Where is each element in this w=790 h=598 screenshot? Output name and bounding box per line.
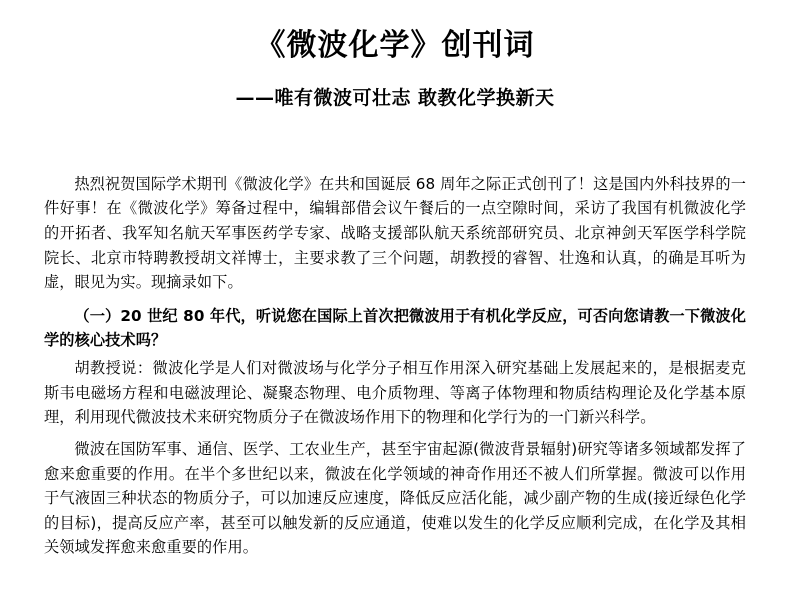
- para-answer-1a: 胡教授说：微波化学是人们对微波场与化学分子相互作用深入研究基础上发展起来的，是根据麦克斯韦电磁场方程和电磁波理论、凝聚态物理、电介质物理、等离子体物理和物质结构理论及化学基本原理，利用现代微波技术来研究物质分子在微波场作用下的物理和化学行为的一门新兴科学。: [44, 359, 746, 427]
- para-intro: 热烈祝贺国际学术期刊《微波化学》在共和国诞辰 68 周年之际正式创刊了！这是国内外科技界的一件好事！在《微波化学》筹备过程中，编辑部借会议午餐后的一点空隙时间，采访了我国有机微波化学的开拓者、我军知名航天军事医药学专家、战略支援部队航天系统部研究员、北京神剑天军医学科学院院长、北京市特聘教授胡文祥博士，主要求教了三个问题，胡教授的睿智、壮逸和认真，的确是耳听为虚，眼见为实。现摘录如下。: [44, 174, 746, 292]
- para-question-1: （一）20 世纪 80 年代，听说您在国际上首次把微波用于有机化学反应，可否向您请教一下微波化学的核心技术吗？: [44, 306, 746, 350]
- document-body: [44, 172, 746, 560]
- document-page: [0, 26, 790, 598]
- para-answer-1b: 微波在国防军事、通信、医学、工农业生产，甚至宇宙起源(微波背景辐射)研究等诸多领域都发挥了愈来愈重要的作用。在半个多世纪以来，微波在化学领域的神奇作用还不被人们所掌握。微波可以作用于气液固三种状态的物质分子，可以加速反应速度，降低反应活化能，减少副产物的生成(接近绿色化学的目标)，提高反应产率，甚至可以触发新的反应通道，使难以发生的化学反应顺利完成，在化学及其相关领域发挥愈来愈重要的作用。: [44, 439, 746, 557]
- page-subtitle: ——唯有微波可壮志 敢教化学换新天: [235, 87, 555, 110]
- page-title: 《微波化学》创刊词: [255, 28, 535, 63]
